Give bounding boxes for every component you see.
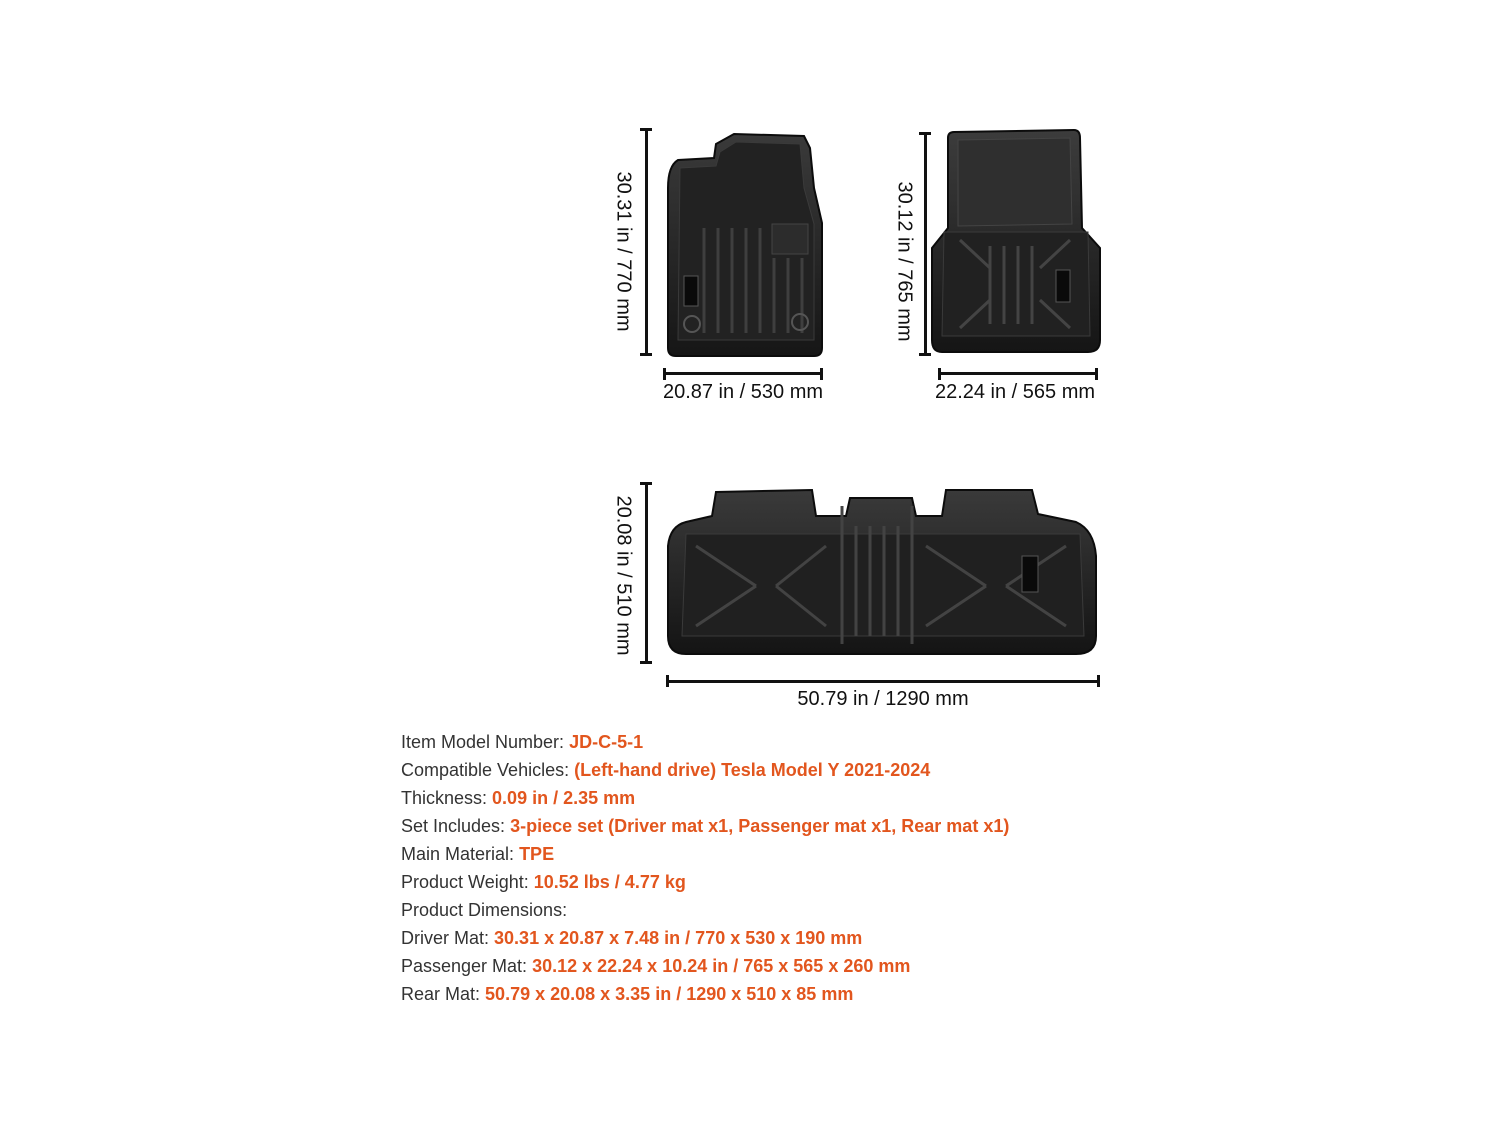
rear-width-line (666, 680, 1100, 683)
spec-main-material (401, 840, 1301, 868)
rear-height-tick-bottom (640, 661, 652, 664)
spec-value: TPE (519, 844, 555, 864)
spec-value: 30.12 x 22.24 x 10.24 in / 765 x 565 x 260 mm (532, 956, 911, 976)
driver-mat-image (664, 128, 829, 360)
driver-height-tick-bottom (640, 353, 652, 356)
spec-product-dimensions (401, 896, 1301, 924)
passenger-width-label: 22.24 in / 565 mm (934, 381, 1096, 403)
spec-list (401, 728, 1301, 1008)
rear-width-tick-right (1097, 675, 1100, 687)
spec-model-number (401, 728, 1301, 756)
spec-key: Set Includes: (401, 816, 506, 836)
passenger-height-tick-bottom (919, 353, 931, 356)
spec-key: Main Material: (401, 844, 515, 864)
spec-passenger-mat (401, 952, 1301, 980)
spec-value: JD-C-5-1 (569, 732, 644, 752)
driver-width-tick-right (820, 368, 823, 380)
spec-value: 0.09 in / 2.35 mm (492, 788, 636, 808)
passenger-height-label: 30.12 in / 765 mm (893, 181, 916, 342)
rear-height-label: 20.08 in / 510 mm (612, 495, 635, 656)
rear-mat-image (666, 486, 1100, 660)
spec-thickness (401, 784, 1301, 812)
spec-key: Thickness: (401, 788, 488, 808)
passenger-mat-image (930, 128, 1102, 356)
spec-set-includes (401, 812, 1301, 840)
spec-key: Product Dimensions: (401, 900, 568, 920)
spec-value: (Left-hand drive) Tesla Model Y 2021-2024 (574, 760, 931, 780)
spec-key: Compatible Vehicles: (401, 760, 570, 780)
spec-value: 10.52 lbs / 4.77 kg (533, 872, 686, 892)
spec-key: Rear Mat: (401, 984, 481, 1004)
spec-driver-mat (401, 924, 1301, 952)
spec-rear-mat (401, 980, 1301, 1008)
driver-height-label: 30.31 in / 770 mm (612, 171, 635, 332)
spec-key: Driver Mat: (401, 928, 490, 948)
driver-height-line (645, 128, 648, 356)
rear-width-label: 50.79 in / 1290 mm (797, 688, 969, 710)
rear-height-line (645, 482, 648, 664)
spec-product-weight (401, 868, 1301, 896)
driver-width-line (663, 372, 823, 375)
passenger-height-line (924, 132, 927, 356)
spec-key: Item Model Number: (401, 732, 565, 752)
passenger-width-line (938, 372, 1098, 375)
spec-value: 3-piece set (Driver mat x1, Passenger mat x1, Rear mat x1) (510, 816, 1010, 836)
spec-compatible-vehicles (401, 756, 1301, 784)
driver-width-label: 20.87 in / 530 mm (662, 381, 824, 403)
spec-key: Product Weight: (401, 872, 529, 892)
spec-key: Passenger Mat: (401, 956, 528, 976)
spec-value: 50.79 x 20.08 x 3.35 in / 1290 x 510 x 85 mm (485, 984, 854, 1004)
spec-value: 30.31 x 20.87 x 7.48 in / 770 x 530 x 190 mm (494, 928, 863, 948)
passenger-width-tick-right (1095, 368, 1098, 380)
